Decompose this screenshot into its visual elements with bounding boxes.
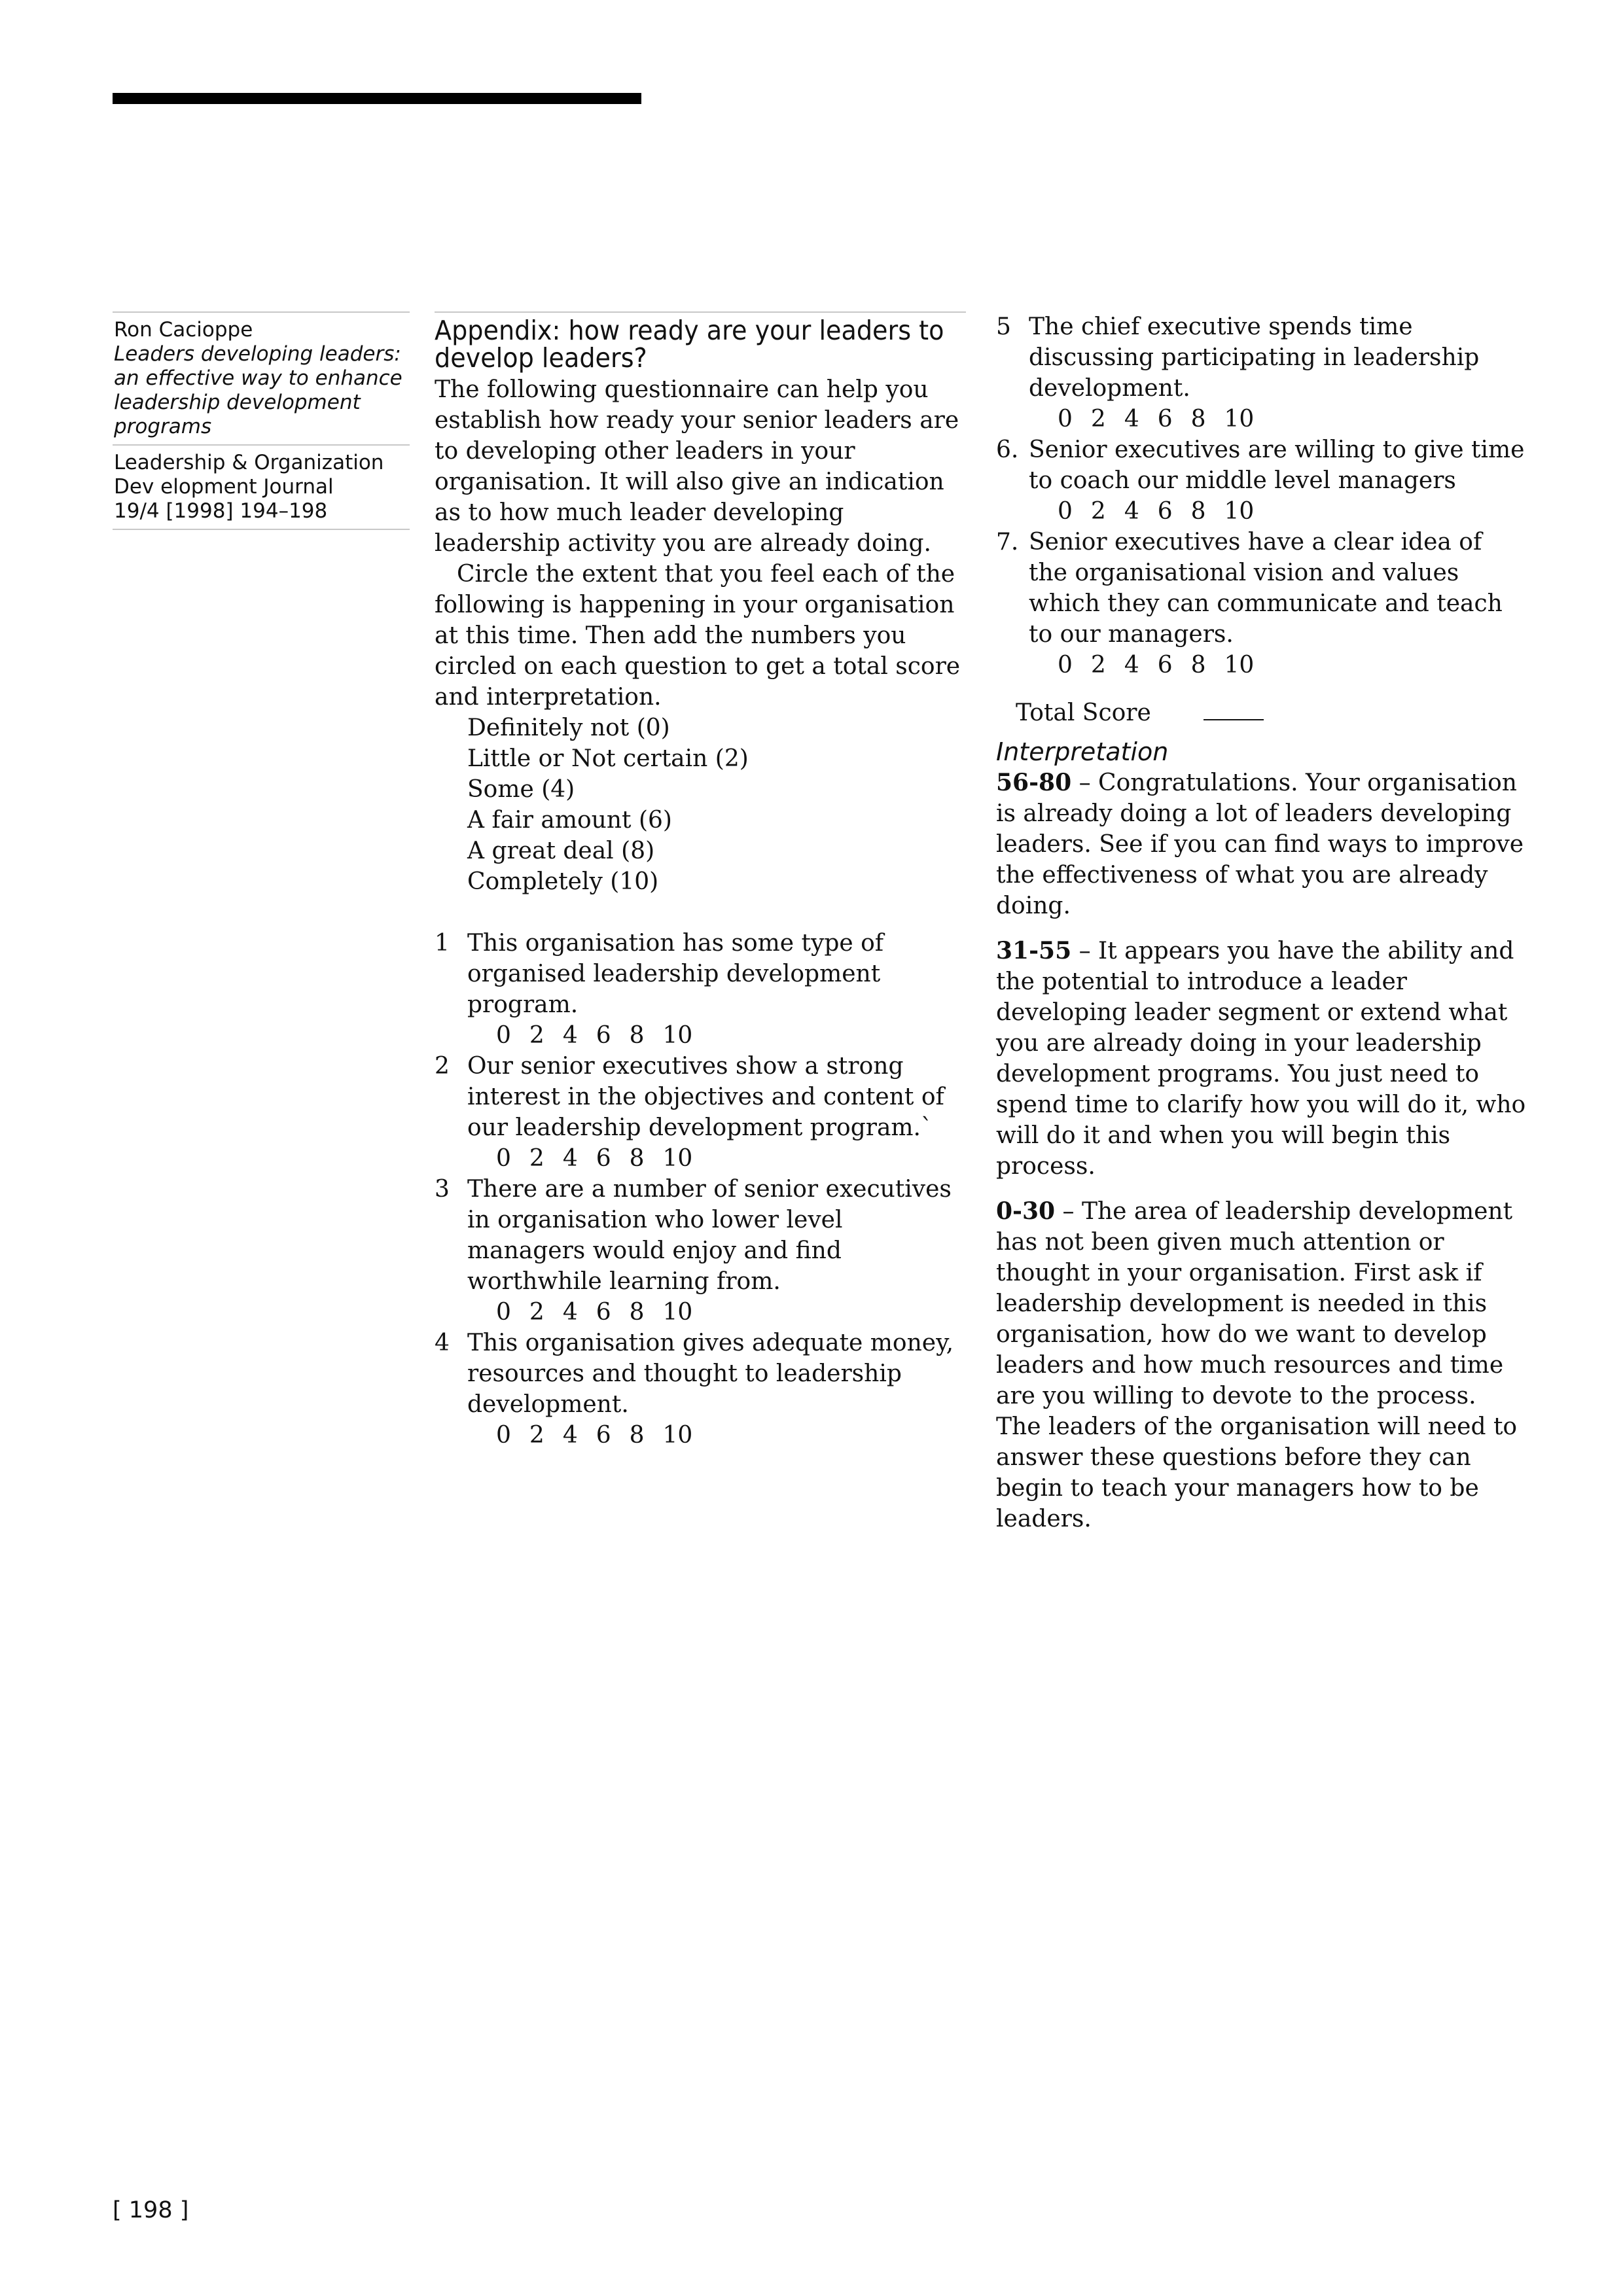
rating-option[interactable]: 0 xyxy=(1058,652,1073,679)
question-item xyxy=(996,527,1526,680)
journal-name: Leadership & Organization Dev elopment Journal xyxy=(114,451,384,499)
rating-option[interactable]: 0 xyxy=(1058,406,1073,433)
article-sidebar xyxy=(113,311,410,530)
question-item xyxy=(435,1051,966,1174)
rating-option[interactable]: 6 xyxy=(1157,406,1173,433)
interpretation-item xyxy=(996,1196,1526,1534)
rating-option[interactable]: 0 xyxy=(496,1022,511,1049)
total-score-blank xyxy=(1204,699,1264,720)
questions-list-right xyxy=(996,311,1526,680)
question-number: 3 xyxy=(435,1176,450,1203)
question-item xyxy=(435,928,966,1051)
question-number: 2 xyxy=(435,1053,450,1080)
question-number: 4 xyxy=(435,1330,450,1356)
rating-option[interactable]: 10 xyxy=(662,1299,693,1326)
question-rating-options xyxy=(435,1297,966,1328)
question-number: 6. xyxy=(996,436,1019,463)
rating-option[interactable]: 6 xyxy=(1157,652,1173,679)
rating-option[interactable]: 2 xyxy=(1090,652,1106,679)
rating-option[interactable]: 4 xyxy=(1124,406,1139,433)
rating-option[interactable]: 4 xyxy=(562,1299,578,1326)
total-score-label: Total Score xyxy=(1016,699,1151,726)
question-text: Senior executives are willing to give time to coach our middle level managers xyxy=(1029,436,1525,494)
rating-option[interactable]: 4 xyxy=(562,1022,578,1049)
rating-option[interactable]: 0 xyxy=(1058,498,1073,525)
scale-item: A fair amount (6) xyxy=(467,807,672,834)
rating-option[interactable]: 10 xyxy=(1224,498,1255,525)
rating-option[interactable]: 8 xyxy=(629,1299,645,1326)
rating-scale-legend xyxy=(467,713,966,897)
right-column xyxy=(996,311,1526,1549)
interpretation-text: – Congratulations. Your organisation is already doing a lot of leaders developing leaders. See if you can find ways to improve the effectiveness of what you are already doing. xyxy=(996,769,1524,919)
middle-column xyxy=(435,311,966,1451)
top-rule xyxy=(113,93,641,104)
appendix-heading: Appendix: how ready are your leaders to develop leaders? xyxy=(435,315,944,374)
question-rating-options xyxy=(435,1143,966,1174)
rating-option[interactable]: 8 xyxy=(1190,498,1206,525)
rating-option[interactable]: 8 xyxy=(1190,652,1206,679)
rating-option[interactable]: 6 xyxy=(596,1022,611,1049)
rating-option[interactable]: 2 xyxy=(1090,498,1106,525)
scale-item: Some (4) xyxy=(467,776,575,803)
rating-option[interactable]: 2 xyxy=(529,1422,544,1449)
scale-item: A great deal (8) xyxy=(467,838,655,864)
scale-item: Completely (10) xyxy=(467,868,659,895)
total-score xyxy=(996,698,1526,728)
rating-option[interactable]: 6 xyxy=(596,1145,611,1172)
rating-option[interactable]: 8 xyxy=(629,1422,645,1449)
rating-option[interactable]: 4 xyxy=(1124,498,1139,525)
interpretation-list xyxy=(996,768,1526,1534)
questions-list-left xyxy=(435,928,966,1451)
score-range: 0-30 xyxy=(996,1197,1056,1225)
question-rating-options xyxy=(435,1420,966,1451)
score-range: 31-55 xyxy=(996,937,1072,964)
journal-issue: 19/4 [1998] 194–198 xyxy=(114,499,328,523)
rating-option[interactable]: 10 xyxy=(1224,652,1255,679)
rating-option[interactable]: 10 xyxy=(1224,406,1255,433)
page-number: [ 198 ] xyxy=(113,2197,189,2223)
rating-option[interactable]: 8 xyxy=(629,1022,645,1049)
question-number: 5 xyxy=(996,313,1011,340)
question-text: This organisation has some type of organised leadership development program. xyxy=(467,930,884,1018)
question-number: 1 xyxy=(435,930,450,957)
rating-option[interactable]: 0 xyxy=(496,1422,511,1449)
scale-item: Little or Not certain (2) xyxy=(467,745,749,772)
rating-option[interactable]: 10 xyxy=(662,1145,693,1172)
rating-option[interactable]: 0 xyxy=(496,1145,511,1172)
question-rating-options xyxy=(435,1020,966,1051)
question-item xyxy=(996,311,1526,434)
score-range: 56-80 xyxy=(996,769,1072,796)
rating-option[interactable]: 10 xyxy=(662,1422,693,1449)
interpretation-item xyxy=(996,768,1526,921)
question-number: 7. xyxy=(996,529,1019,556)
question-rating-options xyxy=(996,496,1526,527)
rating-option[interactable]: 2 xyxy=(1090,406,1106,433)
interpretation-item xyxy=(996,936,1526,1182)
interpretation-text: – It appears you have the ability and the potential to introduce a leader developing leader segment or extend what you are already doing in your leadership development programs. You just need to spend time to clarify how you will do it, who will do it and when you will begin this process. xyxy=(996,938,1526,1180)
interpretation-text: – The area of leadership development has not been given much attention or thought in your organisation. First ask if leadership development is needed in this organisation, how do we want to develop leaders and how much resources and time are you willing to devote to the process. The leaders of the organisation will need to answer these questions before they can begin to teach your managers how to be leaders. xyxy=(996,1198,1518,1532)
article-title: Leaders developing leaders: an effective way to enhance leadership development programs xyxy=(114,342,402,438)
interpretation-heading: Interpretation xyxy=(996,737,1169,766)
rating-option[interactable]: 4 xyxy=(562,1422,578,1449)
question-rating-options xyxy=(996,650,1526,680)
question-rating-options xyxy=(996,404,1526,434)
rating-option[interactable]: 6 xyxy=(596,1422,611,1449)
rating-option[interactable]: 0 xyxy=(496,1299,511,1326)
question-item xyxy=(435,1328,966,1451)
question-item xyxy=(435,1174,966,1328)
question-text: There are a number of senior executives in organisation who lower level managers would enjoy and find worthwhile learning from. xyxy=(467,1176,952,1295)
question-text: The chief executive spends time discussing participating in leadership development. xyxy=(1029,313,1480,402)
question-text: Senior executives have a clear idea of the organisational vision and values which they can communicate and teach to our managers. xyxy=(1029,529,1503,648)
author-name: Ron Cacioppe xyxy=(114,318,253,342)
rating-option[interactable]: 8 xyxy=(1190,406,1206,433)
intro-paragraph: The following questionnaire can help you establish how ready your senior leaders are to developing other leaders in your organisation. It will also give an indication as to how much leader developing leadership activity you are already doing. xyxy=(435,376,959,557)
rating-option[interactable]: 2 xyxy=(529,1022,544,1049)
scale-item: Definitely not (0) xyxy=(467,715,670,741)
rating-option[interactable]: 2 xyxy=(529,1145,544,1172)
rating-option[interactable]: 4 xyxy=(562,1145,578,1172)
question-text: Our senior executives show a strong interest in the objectives and content of our leadership development program.` xyxy=(467,1053,944,1141)
question-text: This organisation gives adequate money, resources and thought to leadership development. xyxy=(467,1330,954,1418)
rating-option[interactable]: 4 xyxy=(1124,652,1139,679)
rating-option[interactable]: 2 xyxy=(529,1299,544,1326)
rating-option[interactable]: 6 xyxy=(1157,498,1173,525)
question-item xyxy=(996,434,1526,527)
rating-option[interactable]: 6 xyxy=(596,1299,611,1326)
rating-option[interactable]: 8 xyxy=(629,1145,645,1172)
rating-option[interactable]: 10 xyxy=(662,1022,693,1049)
instructions-paragraph: Circle the extent that you feel each of the following is happening in your organisation at this time. Then add the numbers you circled on each question to get a total score and interpretation. xyxy=(435,561,961,711)
